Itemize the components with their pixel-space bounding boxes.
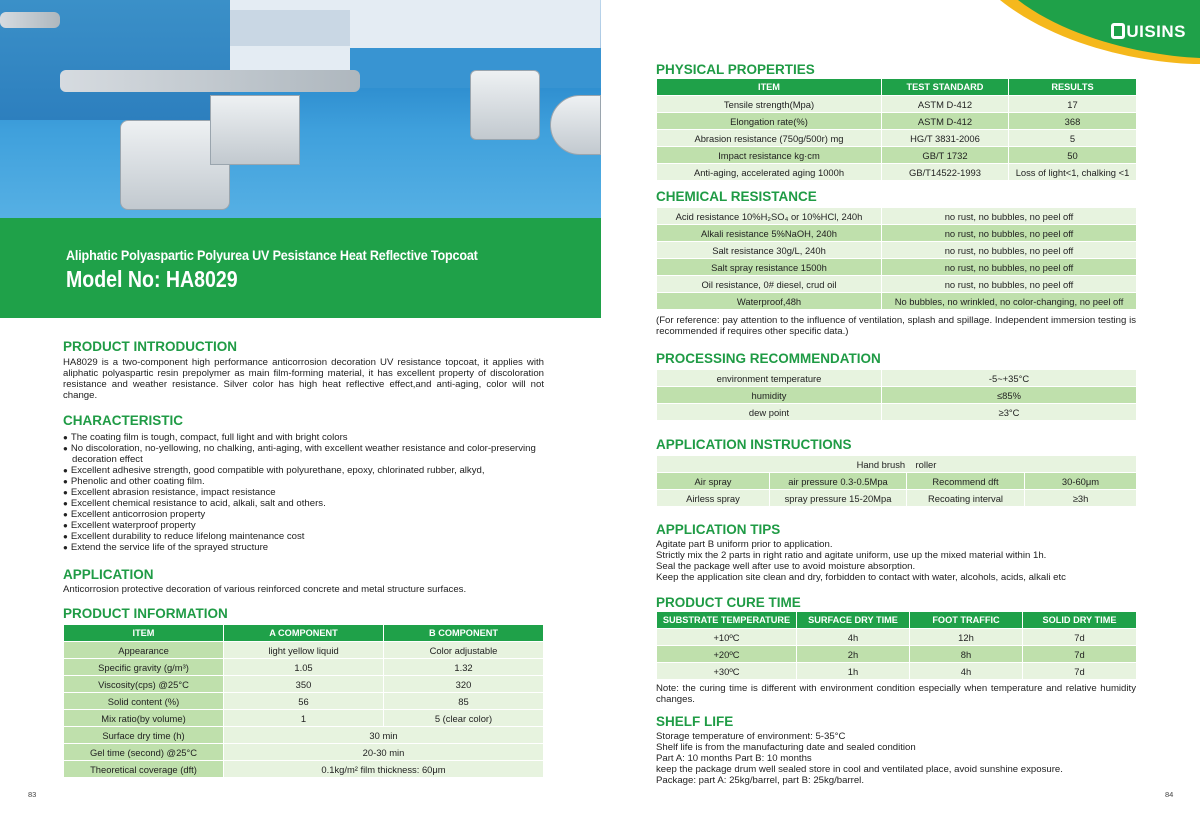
table-header: SOLID DRY TIME: [1023, 612, 1137, 629]
chemical-table: [656, 207, 1137, 310]
photo-duct: [60, 70, 360, 92]
table-cell: 5: [1009, 130, 1137, 147]
model-number: Model No: HA8029: [66, 266, 238, 292]
table-header: FOOT TRAFFIC: [910, 612, 1023, 629]
processing-table: [656, 369, 1137, 421]
table-cell: 12h: [910, 629, 1023, 646]
photo-fan-unit: [550, 95, 601, 155]
photo-pipe: [0, 12, 60, 28]
table-row: [657, 242, 1137, 259]
table-cell: Tensile strength(Mpa): [657, 96, 882, 113]
table-cell: 7d: [1023, 663, 1137, 680]
table-cell: Loss of light<1, chalking <1: [1009, 164, 1137, 181]
brand-logo: [1000, 0, 1200, 64]
table-cell: +30ºC: [657, 663, 797, 680]
table-cell: Abrasion resistance (750g/500r) mg: [657, 130, 882, 147]
table-cell: Viscosity(cps) @25°C: [64, 676, 224, 693]
table-cell: 30-60μm: [1025, 473, 1137, 490]
table-cell: Acid resistance 10%H₂SO₄ or 10%HCl, 240h: [657, 208, 882, 225]
photo-building-window: [210, 10, 350, 46]
table-cell: 0.1kg/m² film thickness: 60μm: [224, 761, 544, 778]
table-row: [64, 761, 544, 778]
shelf-line: keep the package drum well sealed store in cool and ventilated place, avoid sunshine exposure.: [656, 764, 1063, 775]
table-row: [657, 113, 1137, 130]
table-cell: spray pressure 15-20Mpa: [770, 490, 907, 507]
table-cell: HG/T 3831-2006: [882, 130, 1009, 147]
list-item: ● Extend the service life of the sprayed structure: [63, 542, 563, 553]
table-row: [657, 663, 1137, 680]
table-cell: GB/T 1732: [882, 147, 1009, 164]
shelf-line: Package: part A: 25kg/barrel, part B: 25kg/barrel.: [656, 775, 864, 786]
table-cell: +20ºC: [657, 646, 797, 663]
table-cell: Alkali resistance 5%NaOH, 240h: [657, 225, 882, 242]
shelf-line: Part A: 10 months Part B: 10 months: [656, 753, 812, 764]
table-row: [657, 259, 1137, 276]
table-row: [657, 646, 1137, 663]
table-cell: humidity: [657, 387, 882, 404]
table-row: [657, 164, 1137, 181]
table-cell: 350: [224, 676, 384, 693]
table-cell: Impact resistance kg·cm: [657, 147, 882, 164]
table-cell: environment temperature: [657, 370, 882, 387]
table-cell: 368: [1009, 113, 1137, 130]
instructions-table: [656, 455, 1137, 507]
intro-text: HA8029 is a two-component high performance anticorrosion decoration UV resistance topcoat, it applies with aliphatic polyaspartic resin prepolymer as main film-forming material, it has excellent property of discoloration resistance and weather resistance. Silver color has high heat reflective effect,and anti-aging, color will not change.: [63, 357, 544, 401]
table-header: SUBSTRATE TEMPERATURE: [657, 612, 797, 629]
table-cell: 4h: [797, 629, 910, 646]
photo-fan-unit: [470, 70, 540, 140]
table-row: [657, 490, 1137, 507]
intro-title: PRODUCT INTRODUCTION: [63, 339, 237, 354]
table-header: ITEM: [64, 625, 224, 642]
table-row: [64, 642, 544, 659]
application-text: Anticorrosion protective decoration of various reinforced concrete and metal structure surfaces.: [63, 584, 467, 595]
table-row: [64, 659, 544, 676]
table-cell: Oil resistance, 0# diesel, crud oil: [657, 276, 882, 293]
table-row: [657, 293, 1137, 310]
table-cell: 56: [224, 693, 384, 710]
table-header-row: [64, 625, 544, 642]
table-cell: Anti-aging, accelerated aging 1000h: [657, 164, 882, 181]
application-title: APPLICATION: [63, 567, 154, 582]
physical-title: PHYSICAL PROPERTIES: [656, 62, 815, 77]
product-info-title: PRODUCT INFORMATION: [63, 606, 228, 621]
logo-h-icon: [1111, 23, 1125, 39]
product-info-table: [63, 624, 544, 778]
table-cell: light yellow liquid: [224, 642, 384, 659]
table-cell: Gel time (second) @25°C: [64, 744, 224, 761]
characteristic-title: CHARACTERISTIC: [63, 413, 183, 428]
table-cell: Hand brush roller: [657, 456, 1137, 473]
table-row: [657, 130, 1137, 147]
hero-band: [0, 218, 601, 318]
table-cell: ≤85%: [882, 387, 1137, 404]
table-cell: 50: [1009, 147, 1137, 164]
table-row: [657, 370, 1137, 387]
table-cell: ≥3h: [1025, 490, 1137, 507]
table-cell: Theoretical coverage (dft): [64, 761, 224, 778]
table-cell: 7d: [1023, 646, 1137, 663]
table-row: [64, 710, 544, 727]
table-header-row: [657, 79, 1137, 96]
table-cell: dew point: [657, 404, 882, 421]
table-cell: GB/T14522-1993: [882, 164, 1009, 181]
table-cell: 1.32: [384, 659, 544, 676]
cure-table: [656, 611, 1137, 680]
table-cell: Air spray: [657, 473, 770, 490]
table-cell: ≥3°C: [882, 404, 1137, 421]
table-cell: no rust, no bubbles, no peel off: [882, 259, 1137, 276]
list-item: ● Phenolic and other coating film.: [63, 476, 563, 487]
table-cell: 1h: [797, 663, 910, 680]
list-item: ● No discoloration, no-yellowing, no chalking, anti-aging, with excellent weather resistance and color-preserving decoration effect: [63, 443, 563, 465]
page-number-left: 83: [28, 790, 37, 799]
table-row: [657, 225, 1137, 242]
table-header: TEST STANDARD: [882, 79, 1009, 96]
table-cell: 4h: [910, 663, 1023, 680]
table-cell: 7d: [1023, 629, 1137, 646]
table-cell: 30 min: [224, 727, 544, 744]
list-item: ● Excellent adhesive strength, good compatible with polyurethane, epoxy, chlorinated rubber, alkyd,: [63, 465, 563, 476]
table-row: [64, 693, 544, 710]
list-item: ● Excellent chemical resistance to acid, alkali, salt and others.: [63, 498, 563, 509]
table-header-row: [657, 612, 1137, 629]
table-row: [657, 456, 1137, 473]
table-cell: 5 (clear color): [384, 710, 544, 727]
table-cell: 2h: [797, 646, 910, 663]
table-row: [657, 473, 1137, 490]
table-cell: Color adjustable: [384, 642, 544, 659]
processing-title: PROCESSING RECOMMENDATION: [656, 351, 881, 366]
tips-title: APPLICATION TIPS: [656, 522, 781, 537]
brand-name: UISINS: [1111, 22, 1186, 42]
table-cell: Recoating interval: [907, 490, 1025, 507]
table-cell: Surface dry time (h): [64, 727, 224, 744]
table-cell: Mix ratio(by volume): [64, 710, 224, 727]
table-row: [657, 96, 1137, 113]
shelf-line: Storage temperature of environment: 5-35°C: [656, 731, 846, 742]
tips-line: Seal the package well after use to avoid moisture absorption.: [656, 561, 916, 572]
shelf-line: Shelf life is from the manufacturing date and sealed condition: [656, 742, 916, 753]
table-cell: Specific gravity (g/m³): [64, 659, 224, 676]
table-row: [657, 387, 1137, 404]
table-cell: No bubbles, no wrinkled, no color-changing, no peel off: [882, 293, 1137, 310]
tips-line: Keep the application site clean and dry, forbidden to contact with water, alcohols, acids, alkali etc: [656, 572, 1066, 583]
table-cell: Appearance: [64, 642, 224, 659]
shelf-title: SHELF LIFE: [656, 714, 734, 729]
table-cell: ASTM D-412: [882, 113, 1009, 130]
shelf-text: [656, 731, 1136, 786]
table-cell: 1: [224, 710, 384, 727]
physical-table: [656, 78, 1137, 181]
table-row: [64, 727, 544, 744]
table-cell: air pressure 0.3-0.5Mpa: [770, 473, 907, 490]
table-row: [657, 404, 1137, 421]
tips-text: [656, 539, 1136, 583]
list-item: ● Excellent abrasion resistance, impact resistance: [63, 487, 563, 498]
product-subtitle: Aliphatic Polyaspartic Polyurea UV Pesistance Heat Reflective Topcoat: [66, 247, 478, 263]
tips-line: Agitate part B uniform prior to application.: [656, 539, 833, 550]
table-cell: +10ºC: [657, 629, 797, 646]
table-row: [64, 676, 544, 693]
table-cell: 17: [1009, 96, 1137, 113]
table-cell: 320: [384, 676, 544, 693]
table-header: RESULTS: [1009, 79, 1137, 96]
table-cell: 8h: [910, 646, 1023, 663]
table-cell: Waterproof,48h: [657, 293, 882, 310]
list-item: ● Excellent anticorrosion property: [63, 509, 563, 520]
rooftop-photo: [0, 0, 601, 218]
table-cell: -5~+35°C: [882, 370, 1137, 387]
table-cell: no rust, no bubbles, no peel off: [882, 208, 1137, 225]
table-header: ITEM: [657, 79, 882, 96]
instructions-title: APPLICATION INSTRUCTIONS: [656, 437, 852, 452]
table-cell: 1.05: [224, 659, 384, 676]
table-row: [657, 276, 1137, 293]
table-cell: Solid content (%): [64, 693, 224, 710]
table-row: [657, 629, 1137, 646]
table-cell: no rust, no bubbles, no peel off: [882, 276, 1137, 293]
table-cell: 85: [384, 693, 544, 710]
table-cell: ASTM D-412: [882, 96, 1009, 113]
table-cell: Salt spray resistance 1500h: [657, 259, 882, 276]
page-number-right: 84: [1165, 790, 1174, 799]
photo-fan-unit: [210, 95, 300, 165]
table-row: [657, 208, 1137, 225]
table-header: SURFACE DRY TIME: [797, 612, 910, 629]
list-item: ● Excellent waterproof property: [63, 520, 563, 531]
table-cell: 20-30 min: [224, 744, 544, 761]
table-header: B COMPONENT: [384, 625, 544, 642]
characteristic-list: [63, 432, 563, 553]
table-cell: Airless spray: [657, 490, 770, 507]
table-cell: Elongation rate(%): [657, 113, 882, 130]
table-row: [657, 147, 1137, 164]
table-row: [64, 744, 544, 761]
table-cell: no rust, no bubbles, no peel off: [882, 225, 1137, 242]
table-header: A COMPONENT: [224, 625, 384, 642]
tips-line: Strictly mix the 2 parts in right ratio and agitate uniform, use up the mixed material within 1h.: [656, 550, 1047, 561]
chemical-title: CHEMICAL RESISTANCE: [656, 189, 817, 204]
table-cell: Salt resistance 30g/L, 240h: [657, 242, 882, 259]
table-cell: Recommend dft: [907, 473, 1025, 490]
cure-title: PRODUCT CURE TIME: [656, 595, 801, 610]
list-item: ● Excellent durability to reduce lifelong maintenance cost: [63, 531, 563, 542]
cure-note: Note: the curing time is different with environment condition especially when temperature and relative humidity changes.: [656, 683, 1136, 705]
list-item: ● The coating film is tough, compact, full light and with bright colors: [63, 432, 563, 443]
table-cell: no rust, no bubbles, no peel off: [882, 242, 1137, 259]
chemical-note: (For reference: pay attention to the influence of ventilation, splash and spillage. Independent immersion testing is recommended if requires other specific data.): [656, 315, 1136, 337]
